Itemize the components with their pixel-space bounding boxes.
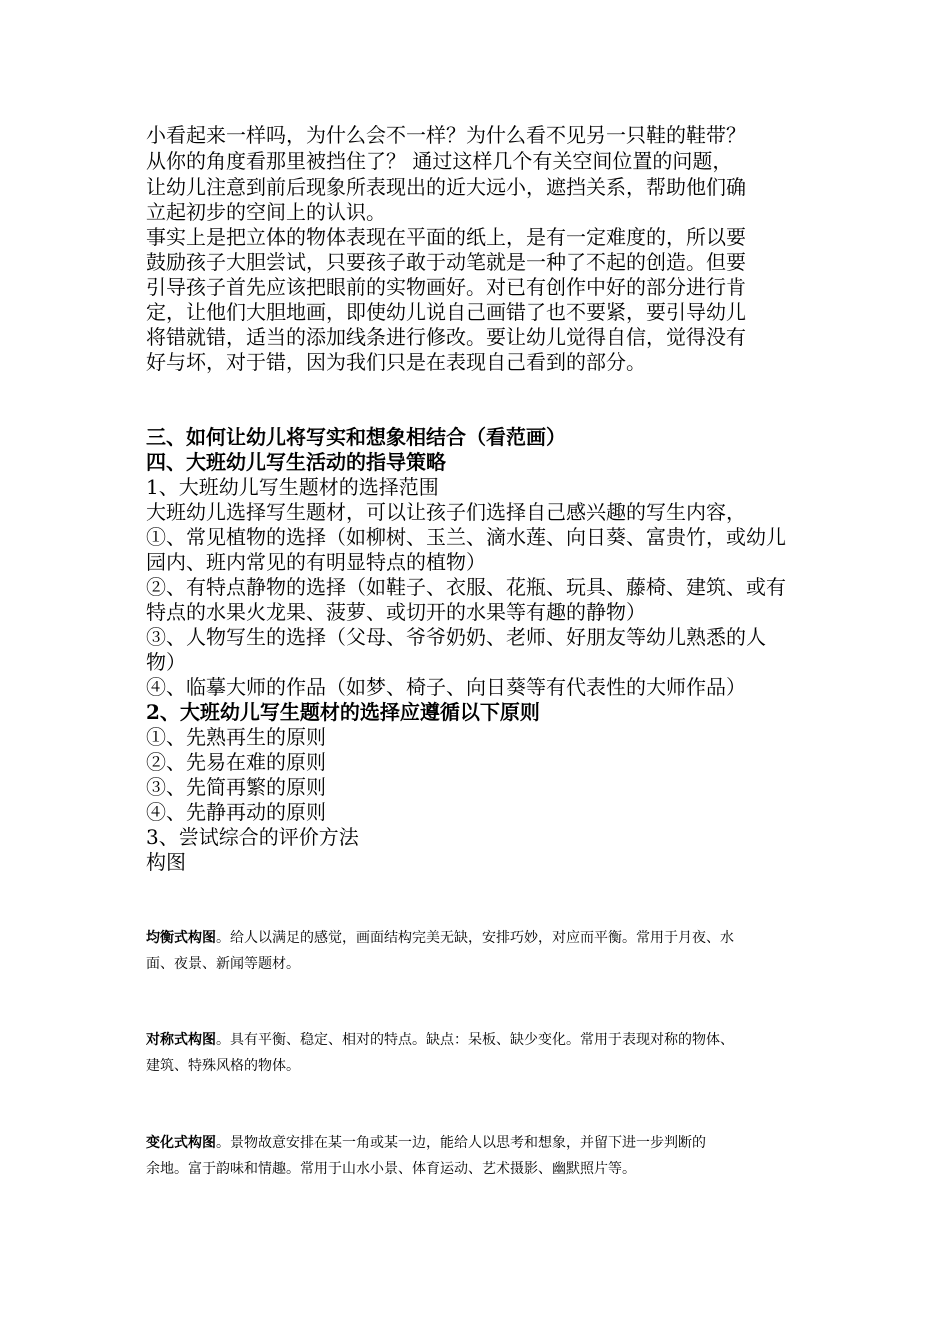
list-line: ①、先熟再生的原则 bbox=[146, 725, 326, 749]
list-line: ③、先简再繁的原则 bbox=[146, 775, 326, 799]
varied-composition-line: 余地。富于韵味和情趣。常用于山水小景、体育运动、艺术摄影、幽默照片等。 bbox=[146, 1161, 636, 1177]
balanced-composition-term: 均衡式构图 bbox=[146, 930, 216, 946]
paragraph-line: 好与坏，对于错，因为我们只是在表现自己看到的部分。 bbox=[146, 350, 646, 374]
list-line: 特点的水果火龙果、菠萝、或切开的水果等有趣的静物） bbox=[146, 600, 646, 624]
paragraph-line: 事实上是把立体的物体表现在平面的纸上，是有一定难度的，所以要 bbox=[146, 225, 746, 249]
symmetric-composition-line: 建筑、特殊风格的物体。 bbox=[146, 1058, 300, 1074]
symmetric-composition-line: 对称式构图。具有平衡、稳定、相对的特点。缺点：呆板、缺少变化。常用于表现对称的物体、 bbox=[146, 1032, 734, 1048]
list-line: ②、有特点静物的选择（如鞋子、衣服、花瓶、玩具、藤椅、建筑、或有 bbox=[146, 575, 786, 599]
balanced-composition-line: 均衡式构图。给人以满足的感觉，画面结构完美无缺，安排巧妙，对应而平衡。常用于月夜、水 bbox=[146, 930, 734, 946]
list-line: 园内、班内常见的有明显特点的植物） bbox=[146, 550, 486, 574]
paragraph-line: 立起初步的空间上的认识。 bbox=[146, 200, 386, 224]
list-line: ③、人物写生的选择（父母、爷爷奶奶、老师、好朋友等幼儿熟悉的人 bbox=[146, 625, 766, 649]
paragraph-line: 定，让他们大胆地画，即使幼儿说自己画错了也不要紧，要引导幼儿 bbox=[146, 300, 746, 324]
section-3-heading: 三、如何让幼儿将写实和想象相结合（看范画） bbox=[146, 425, 566, 449]
list-line: ④、临摹大师的作品（如梦、椅子、向日葵等有代表性的大师作品） bbox=[146, 675, 746, 699]
list-line: 物） bbox=[146, 650, 186, 674]
section-4-heading: 四、大班幼儿写生活动的指导策略 bbox=[146, 450, 446, 474]
varied-composition-term: 变化式构图 bbox=[146, 1135, 216, 1151]
paragraph-line: 从你的角度看那里被挡住了？ 通过这样几个有关空间位置的问题， bbox=[146, 149, 733, 173]
composition-label: 构图 bbox=[146, 850, 186, 874]
subsection-1-heading: 1、大班幼儿写生题材的选择范围 bbox=[146, 475, 439, 499]
symmetric-composition-term: 对称式构图 bbox=[146, 1032, 216, 1048]
varied-composition-line: 变化式构图。景物故意安排在某一角或某一边，能给人以思考和想象，并留下进一步判断的 bbox=[146, 1135, 706, 1151]
list-line: ②、先易在难的原则 bbox=[146, 750, 326, 774]
list-line: ①、常见植物的选择（如柳树、玉兰、滴水莲、向日葵、富贵竹，或幼儿 bbox=[146, 525, 786, 549]
paragraph-line: 引导孩子首先应该把眼前的实物画好。对已有创作中好的部分进行肯 bbox=[146, 275, 746, 299]
paragraph-line: 鼓励孩子大胆尝试，只要孩子敢于动笔就是一种了不起的创造。但要 bbox=[146, 250, 746, 274]
balanced-composition-line: 面、夜景、新闻等题材。 bbox=[146, 956, 300, 972]
list-line: ④、先静再动的原则 bbox=[146, 800, 326, 824]
paragraph-line: 将错就错，适当的添加线条进行修改。要让幼儿觉得自信，觉得没有 bbox=[146, 325, 746, 349]
list-line: 大班幼儿选择写生题材，可以让孩子们选择自己感兴趣的写生内容， bbox=[146, 500, 746, 524]
paragraph-line: 让幼儿注意到前后现象所表现出的近大远小，遮挡关系，帮助他们确 bbox=[146, 175, 746, 199]
subsection-2-heading: 2、大班幼儿写生题材的选择应遵循以下原则 bbox=[146, 700, 540, 724]
subsection-3-heading: 3、尝试综合的评价方法 bbox=[146, 825, 359, 849]
paragraph-line: 小看起来一样吗，为什么会不一样？为什么看不见另一只鞋的鞋带？ bbox=[146, 123, 746, 147]
